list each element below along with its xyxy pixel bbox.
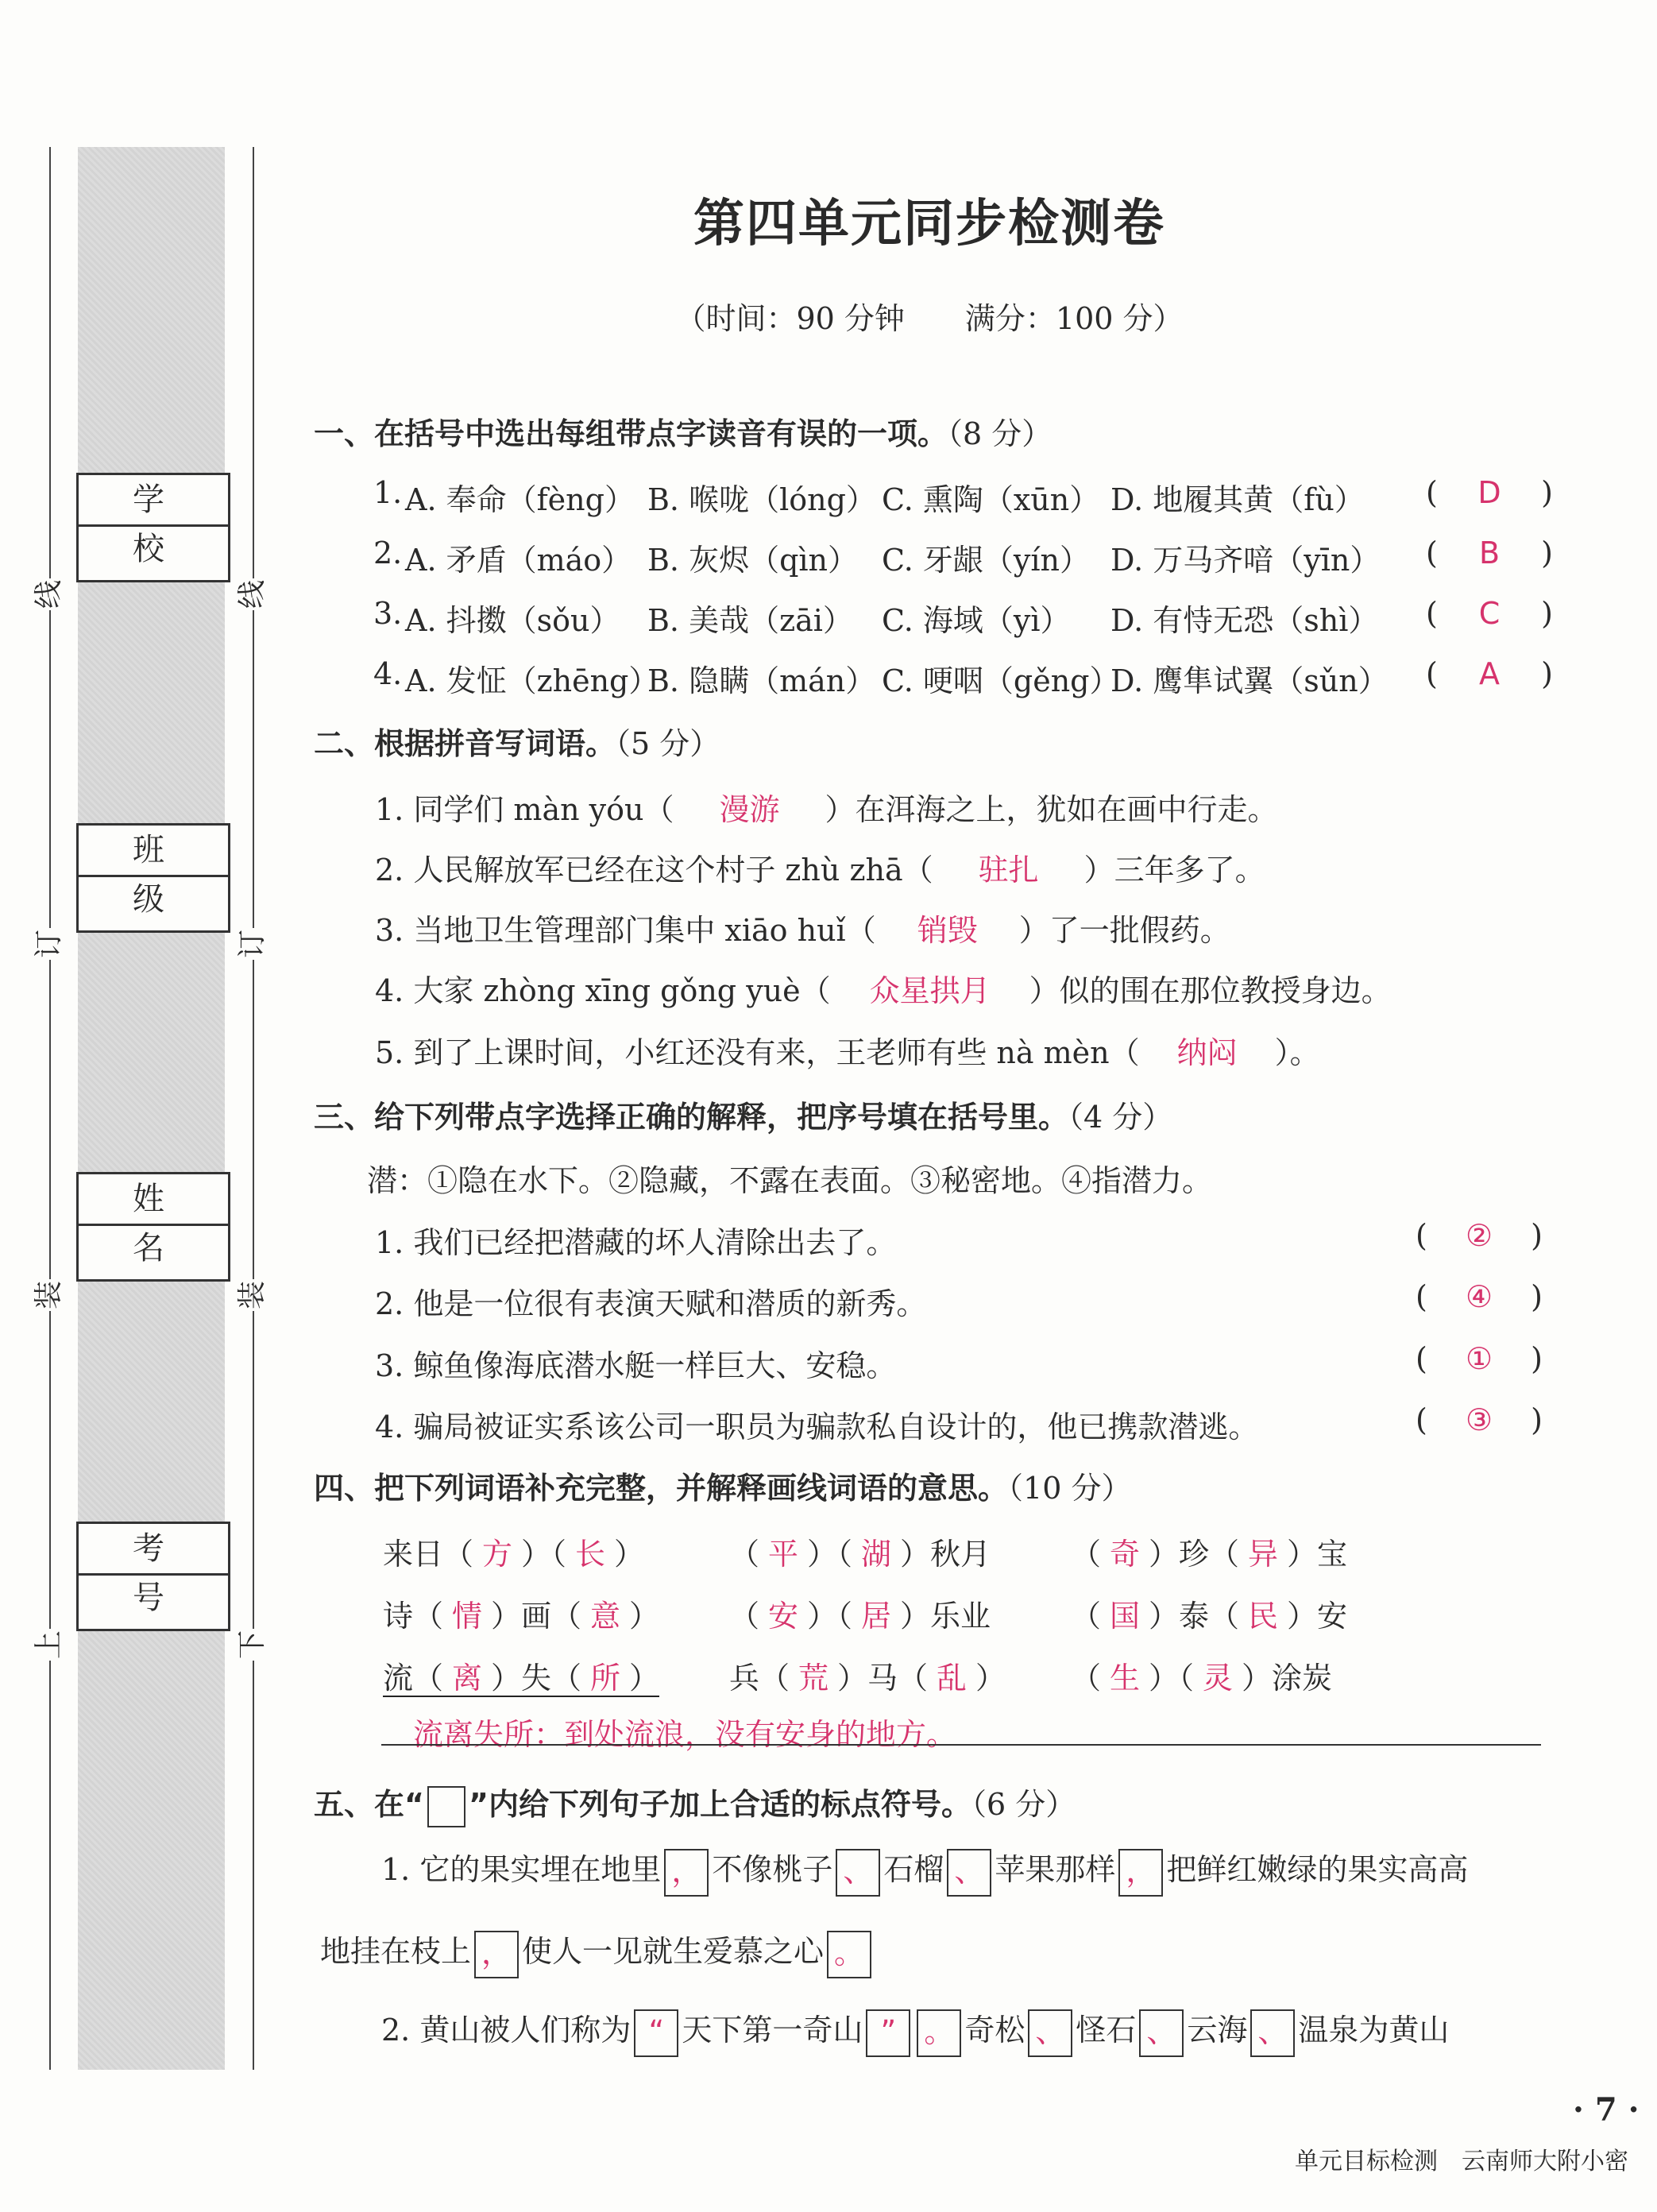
- s3-item-4: 4. 骗局被证实系该公司一职员为骗款私自设计的，他已携款潜逃。: [375, 1410, 1259, 1444]
- answer: ①: [1465, 1341, 1493, 1376]
- idiom-text: （: [729, 1537, 760, 1572]
- answer-paren[interactable]: ( ④ ): [1416, 1279, 1543, 1314]
- punct-box[interactable]: [664, 1849, 709, 1897]
- binding-mark-right: 订: [236, 930, 268, 959]
- answer: “: [648, 2013, 665, 2049]
- footer-text: 单元目标检测 云南师大附小密: [1295, 2148, 1628, 2175]
- punct-box[interactable]: [1139, 2009, 1184, 2057]
- sentence-text: 云海: [1187, 2013, 1248, 2048]
- answer: D: [1477, 475, 1501, 510]
- question-text: 1. 同学们 màn yóu（: [375, 792, 674, 827]
- item-number: 4.: [373, 656, 403, 691]
- idiom-text: 兵（: [729, 1661, 790, 1696]
- idiom-item: [1071, 1653, 1332, 1697]
- s3-item-2: 2. 他是一位很有表演天赋和潜质的新秀。: [375, 1286, 927, 1321]
- idiom-text: ）珍（: [1149, 1537, 1240, 1572]
- question-text: 4. 大家 zhòng xīng gǒng yuè（: [375, 973, 831, 1008]
- option-b: B. 隐瞒（mán）: [647, 663, 876, 698]
- sentence-text: 苹果那样: [995, 1852, 1116, 1887]
- option-a: A. 奉命（fèng）: [405, 482, 635, 517]
- answer: 、: [1257, 2013, 1288, 2049]
- idiom-text: ）（: [807, 1537, 853, 1572]
- name-field[interactable]: [76, 1172, 230, 1282]
- class-field[interactable]: [76, 823, 230, 933]
- idiom-item: [383, 1653, 659, 1697]
- page-title: 第四单元同步检测卷: [693, 194, 1165, 253]
- page-number: · 7 ·: [1573, 2091, 1640, 2129]
- item-number: 1.: [373, 475, 403, 510]
- answer: 、: [843, 1853, 874, 1889]
- section-1-points: （8 分）: [948, 416, 1053, 451]
- binding-line-inner: [253, 147, 254, 2070]
- name-label: 姓 名: [79, 1174, 228, 1226]
- sentence-text: 天下第一奇山: [682, 2013, 863, 2048]
- option-c: C. 海域（yì）: [882, 603, 1071, 638]
- sentence-text: 怪石: [1076, 2013, 1137, 2048]
- s2-item-3: [375, 906, 1230, 949]
- s3-item-3: 3. 鲸鱼像海底潜水艇一样巨大、安稳。: [375, 1348, 897, 1383]
- punct-box-sample: [427, 1786, 465, 1827]
- idiom-answer[interactable]: 居: [861, 1599, 892, 1634]
- binding-line-outer: [49, 147, 51, 2070]
- idiom-text: ）（: [807, 1599, 853, 1634]
- idiom-answer[interactable]: 情: [452, 1599, 483, 1634]
- section-1-heading: [314, 409, 1052, 453]
- answer-paren[interactable]: ( ② ): [1416, 1218, 1543, 1253]
- idiom-text: ）秋月: [900, 1537, 991, 1572]
- idiom-answer[interactable]: 平: [768, 1537, 799, 1572]
- s3-item-1: 1. 我们已经把潜藏的坏人清除出去了。: [375, 1225, 897, 1260]
- sentence-text: 不像桃子: [712, 1852, 833, 1887]
- idiom-text: ）画（: [491, 1599, 582, 1634]
- option-a: A. 发怔（zhēng）: [405, 663, 659, 698]
- idiom-text: ）失（: [491, 1661, 582, 1696]
- answer: 。: [834, 1935, 865, 1970]
- binding-mark-right: 线: [236, 580, 268, 609]
- section-3-heading: [314, 1092, 1172, 1136]
- idiom-text: ）泰（: [1149, 1599, 1240, 1634]
- item-number: 3.: [373, 596, 403, 631]
- sentence-text: 石榴: [883, 1852, 944, 1887]
- answer: A: [1479, 656, 1500, 691]
- answer-paren[interactable]: ( A ): [1426, 656, 1553, 691]
- idiom-item: [729, 1591, 991, 1635]
- exam-number-field[interactable]: [76, 1522, 230, 1631]
- answer: ，: [1126, 1853, 1157, 1889]
- question-text: ）。: [1274, 1035, 1320, 1070]
- s5-q1-line1: [381, 1845, 1468, 1897]
- question-text: ）在洱海之上，犹如在画中行走。: [825, 792, 1278, 827]
- section-2-heading: [314, 719, 720, 763]
- punct-box[interactable]: [634, 2009, 678, 2057]
- binding-strip: [78, 147, 225, 2070]
- s2-item-2: [375, 845, 1265, 889]
- idiom-item: [383, 1591, 659, 1635]
- idiom-text: ）: [975, 1661, 1006, 1696]
- idiom-text: ）涂炭: [1242, 1661, 1333, 1696]
- binding-mark-right: 下: [236, 1630, 268, 1660]
- answer-paren[interactable]: ( C ): [1426, 596, 1553, 631]
- idiom-answer[interactable]: 乱: [937, 1661, 968, 1696]
- option-c: C. 牙龈（yín）: [882, 543, 1090, 578]
- binding-mark-left: 装: [33, 1281, 65, 1310]
- answer: 、: [954, 1853, 985, 1889]
- option-d: D. 万马齐喑（yīn）: [1110, 543, 1381, 578]
- answer: 。: [924, 2013, 955, 2049]
- sentence-text: 温泉为黄山: [1298, 2013, 1450, 2048]
- answer: ”: [880, 2013, 897, 2049]
- punct-box[interactable]: [866, 2009, 910, 2057]
- answer: ，: [671, 1853, 702, 1889]
- idiom-answer[interactable]: 湖: [861, 1537, 892, 1572]
- section-5-points: （6 分）: [971, 1787, 1076, 1822]
- answer: 、: [1035, 2013, 1066, 2049]
- idiom-text: ）: [614, 1537, 645, 1572]
- punct-box[interactable]: [1028, 2009, 1072, 2057]
- idiom-answer[interactable]: 方: [482, 1537, 513, 1572]
- idiom-text: ）乐业: [900, 1599, 991, 1634]
- sentence-text: 1. 它的果实埋在地里: [381, 1852, 662, 1887]
- idiom-text: ）马（: [837, 1661, 929, 1696]
- idiom-item: [729, 1529, 991, 1573]
- answer: 、: [1146, 2013, 1177, 2049]
- punct-box[interactable]: [1250, 2009, 1295, 2057]
- answer-paren[interactable]: ( D ): [1426, 475, 1553, 510]
- s5-q1-line2: [320, 1927, 875, 1978]
- option-b: B. 美哉（zāi）: [647, 603, 853, 638]
- school-field[interactable]: [76, 473, 230, 582]
- exam-number-label: 考 号: [79, 1524, 228, 1576]
- idiom-item: [1071, 1591, 1347, 1635]
- section-2-title: 二、根据拼音写词语。: [314, 726, 616, 761]
- question-text: ）了一批假药。: [1018, 913, 1230, 948]
- section-3-points: （4 分）: [1068, 1100, 1173, 1135]
- idiom-answer[interactable]: 荒: [798, 1661, 829, 1696]
- sentence-text: 使人一见就生爱慕之心: [522, 1934, 825, 1969]
- option-a: A. 抖擞（sǒu）: [405, 603, 620, 638]
- s2-item-1: [375, 785, 1278, 829]
- idiom-text: （: [1071, 1599, 1102, 1634]
- answer[interactable]: 众星拱月: [869, 973, 991, 1008]
- idiom-text: ）（: [521, 1537, 567, 1572]
- idiom-text: 来日（: [383, 1537, 474, 1572]
- idiom-answer[interactable]: 安: [768, 1599, 799, 1634]
- sentence-text: 把鲜红嫩绿的果实高高: [1166, 1852, 1469, 1887]
- idiom-text: 流（: [383, 1661, 444, 1696]
- punct-box[interactable]: [947, 1849, 991, 1897]
- school-label: 学 校: [79, 475, 228, 527]
- option-d: D. 有恃无恐（shì）: [1110, 603, 1379, 638]
- idiom-answer[interactable]: 异: [1248, 1537, 1279, 1572]
- idiom-text: ）: [629, 1661, 660, 1696]
- s4-explanation[interactable]: 流离失所：到处流浪，没有安身的地方。: [413, 1717, 957, 1752]
- punct-box[interactable]: [1118, 1849, 1163, 1897]
- punct-box[interactable]: [474, 1931, 519, 1978]
- exam-meta: （时间：90 分钟 满分：100 分）: [675, 301, 1184, 336]
- option-d: D. 地履其黄（fù）: [1110, 482, 1365, 517]
- question-text: ）似的围在那位教授身边。: [1029, 973, 1392, 1008]
- answer: ③: [1465, 1402, 1493, 1437]
- answer-line: [381, 1744, 1541, 1746]
- idiom-text: 诗（: [383, 1599, 444, 1634]
- answer: ④: [1465, 1279, 1493, 1314]
- idiom-answer[interactable]: 国: [1110, 1599, 1141, 1634]
- sentence-text: 地挂在枝上: [320, 1934, 472, 1969]
- section-5-title-end: ”内给下列句子加上合适的标点符号。: [468, 1787, 971, 1822]
- s2-item-4: [375, 966, 1392, 1010]
- answer-paren[interactable]: ( ① ): [1416, 1341, 1543, 1376]
- idiom-item: [383, 1529, 644, 1573]
- option-a: A. 矛盾（máo）: [405, 543, 632, 578]
- question-text: 2. 人民解放军已经在这个村子 zhù zhā（: [375, 853, 933, 888]
- answer[interactable]: 销毁: [917, 913, 978, 948]
- section-4-title: 四、把下列词语补充完整，并解释画线词语的意思。: [314, 1471, 1009, 1506]
- section-1-title: 一、在括号中选出每组带点字读音有误的一项。: [314, 416, 948, 451]
- idiom-answer[interactable]: 长: [575, 1537, 606, 1572]
- s3-definition: 潜：①隐在水下。②隐藏，不露在表面。③秘密地。④指潜力。: [367, 1163, 1213, 1198]
- option-d: D. 鹰隼试翼（sǔn）: [1110, 663, 1389, 698]
- idiom-answer[interactable]: 所: [590, 1661, 621, 1696]
- class-label: 班 级: [79, 826, 228, 877]
- idiom-answer[interactable]: 灵: [1203, 1661, 1234, 1696]
- punct-box[interactable]: [827, 1931, 871, 1978]
- section-3-title: 三、给下列带点字选择正确的解释，把序号填在括号里。: [314, 1100, 1069, 1135]
- option-c: C. 熏陶（xūn）: [882, 482, 1100, 517]
- section-2-points: （5 分）: [616, 726, 720, 761]
- binding-mark-left: 上: [33, 1630, 65, 1660]
- option-b: B. 喉咙（lóng）: [647, 482, 876, 517]
- option-b: B. 灰烬（qìn）: [647, 543, 859, 578]
- binding-mark-right: 装: [236, 1281, 268, 1310]
- option-c: C. 哽咽（gěng）: [882, 663, 1120, 698]
- idiom-text: （: [1071, 1661, 1102, 1696]
- section-5-title-start: 五、在“: [314, 1787, 424, 1822]
- answer[interactable]: 驻扎: [978, 853, 1039, 888]
- s2-item-5: [375, 1028, 1320, 1072]
- punct-box[interactable]: [917, 2009, 961, 2057]
- idiom-answer[interactable]: 生: [1110, 1661, 1141, 1696]
- answer: ，: [481, 1935, 512, 1970]
- question-text: 3. 当地卫生管理部门集中 xiāo huǐ（: [375, 913, 876, 948]
- answer-paren[interactable]: ( B ): [1426, 536, 1553, 570]
- answer[interactable]: 漫游: [719, 792, 780, 827]
- binding-mark-left: 线: [33, 580, 65, 609]
- answer[interactable]: 纳闷: [1176, 1035, 1238, 1070]
- idiom-text: ）宝: [1287, 1537, 1348, 1572]
- section-5-heading: [314, 1780, 1076, 1827]
- section-4-heading: [314, 1464, 1131, 1507]
- punct-box[interactable]: [836, 1849, 880, 1897]
- section-4-points: （10 分）: [1008, 1471, 1132, 1506]
- idiom-answer[interactable]: 民: [1248, 1599, 1279, 1634]
- idiom-item: [1071, 1529, 1347, 1573]
- sentence-text: 奇松: [964, 2013, 1025, 2048]
- answer-paren[interactable]: ( ③ ): [1416, 1402, 1543, 1437]
- question-text: ）三年多了。: [1083, 853, 1265, 888]
- idiom-item: [729, 1653, 1006, 1697]
- s5-q2-line1: [381, 2005, 1449, 2057]
- answer: ②: [1465, 1218, 1493, 1253]
- idiom-text: ）: [629, 1599, 660, 1634]
- question-text: 5. 到了上课时间，小红还没有来，王老师有些 nà mèn（: [375, 1035, 1140, 1070]
- answer: C: [1478, 596, 1501, 631]
- idiom-text: （: [1071, 1537, 1102, 1572]
- answer: B: [1478, 536, 1501, 570]
- binding-mark-left: 订: [33, 930, 65, 959]
- idiom-answer[interactable]: 意: [590, 1599, 621, 1634]
- idiom-answer[interactable]: 奇: [1110, 1537, 1141, 1572]
- sentence-text: 2. 黄山被人们称为: [381, 2013, 632, 2048]
- idiom-text: ）安: [1287, 1599, 1348, 1634]
- item-number: 2.: [373, 536, 403, 570]
- idiom-text: （: [729, 1599, 760, 1634]
- idiom-text: ）（: [1149, 1661, 1195, 1696]
- idiom-answer[interactable]: 离: [452, 1661, 483, 1696]
